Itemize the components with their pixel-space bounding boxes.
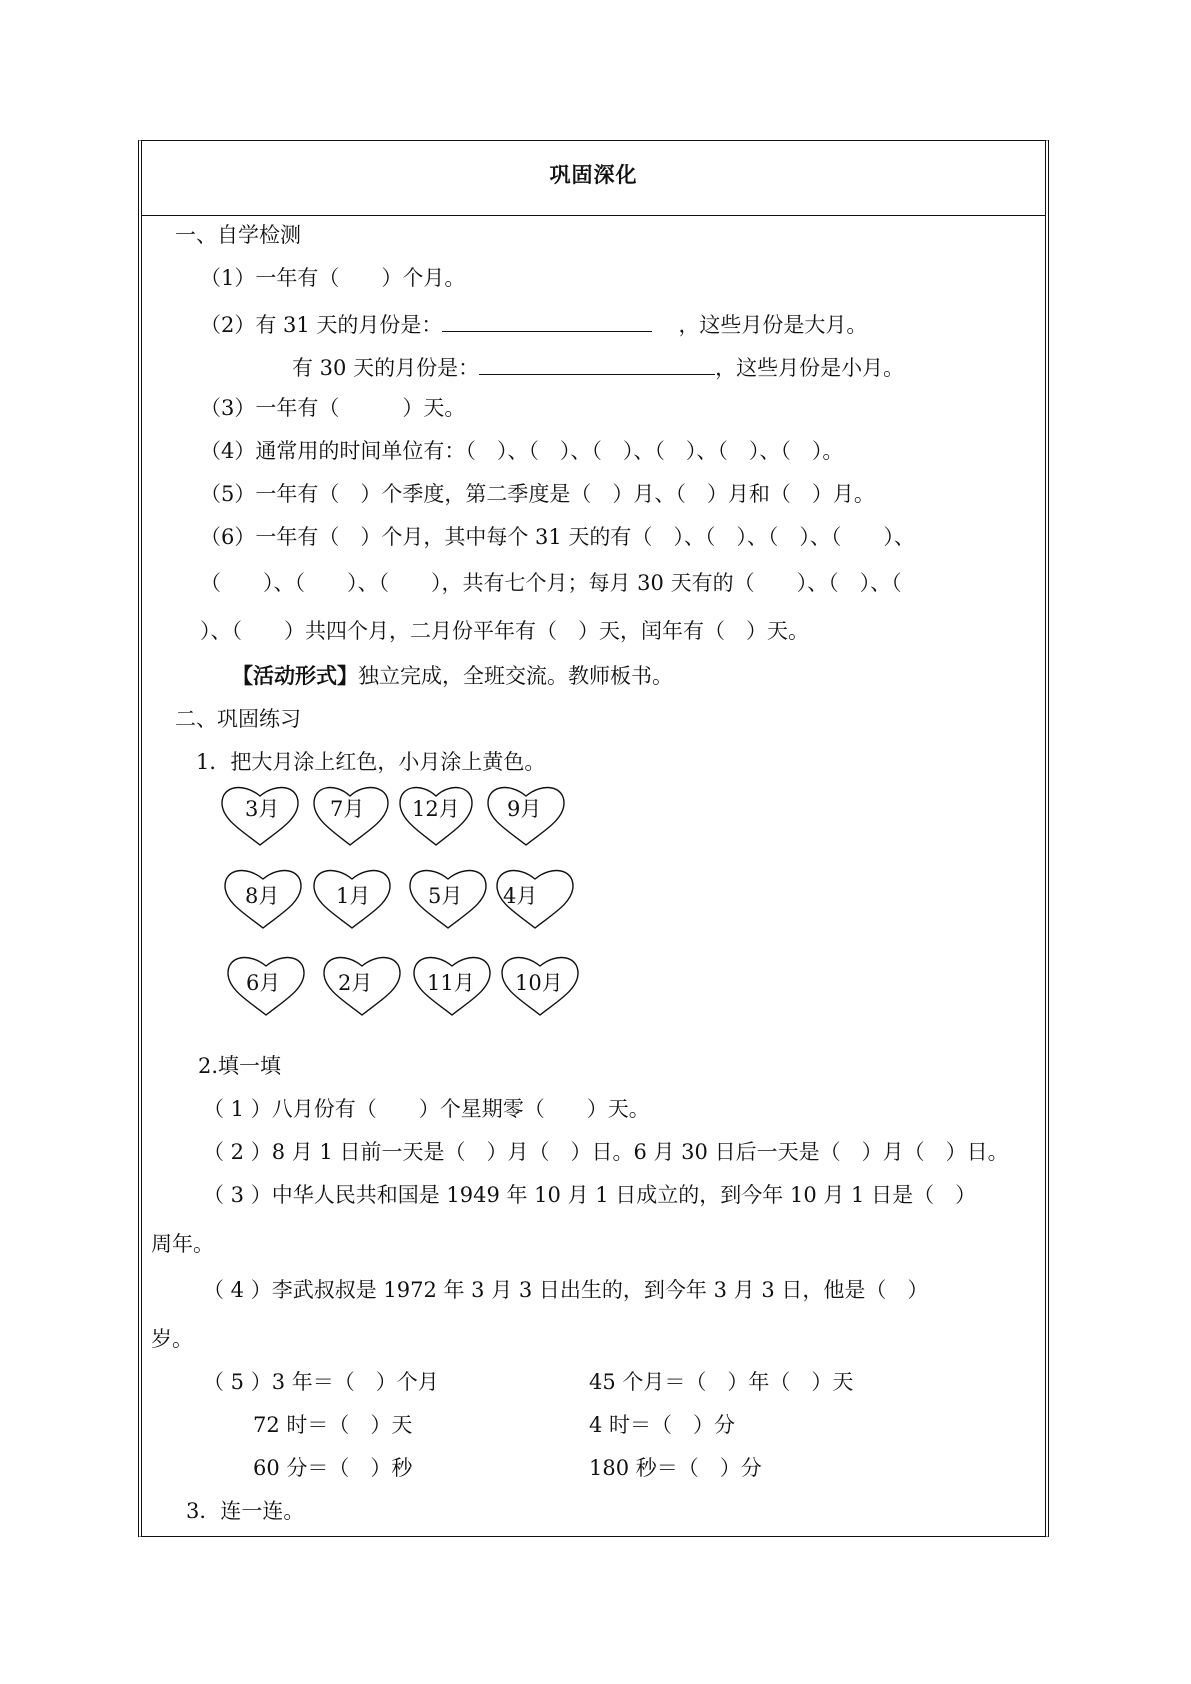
question-4: （4）通常用的时间单位有：（ ）、（ ）、（ ）、（ ）、（ ）、（ ）。	[200, 439, 844, 463]
heart-label-12: 12月	[412, 797, 460, 821]
fill-5-right-1: 45 个月＝（ ）年（ ）天	[589, 1370, 854, 1394]
fill-3-line-2: 周年。	[151, 1232, 214, 1256]
fill-1: （ 1 ）八月份有（ ）个星期零（ ）天。	[203, 1097, 650, 1121]
question-6-line-3: ）、（ ）共四个月，二月份平年有（ ）天，闰年有（ ）天。	[200, 619, 809, 643]
heart-label-11: 11月	[427, 971, 475, 995]
heart-label-3: 3月	[245, 797, 280, 821]
fill-5-right-2: 4 时＝（ ）分	[589, 1413, 736, 1437]
heart-label-9: 9月	[507, 797, 542, 821]
heart-label-8: 8月	[245, 884, 280, 908]
task-1: 1．把大月涂上红色，小月涂上黄色。	[196, 750, 546, 774]
fill-4-line-1: （ 4 ）李武叔叔是 1972 年 3 月 3 日出生的，到今年 3 月 3 日，他是（ ）	[203, 1278, 929, 1302]
fill-5-left-2: 72 时＝（ ）天	[253, 1413, 413, 1437]
fill-4-line-2: 岁。	[151, 1327, 193, 1351]
question-2a-suffix: ，这些月份是大月。	[678, 313, 868, 337]
heart-label-4: 4月	[503, 884, 538, 908]
activity-label: 【活动形式】	[232, 663, 358, 688]
heart-label-6: 6月	[246, 971, 281, 995]
fill-3-line-1: （ 3 ）中华人民共和国是 1949 年 10 月 1 日成立的，到今年 10 月 1 日是（ ）	[203, 1183, 977, 1207]
fill-5-right-3: 180 秒＝（ ）分	[589, 1456, 762, 1480]
fill-2: （ 2 ）8 月 1 日前一天是（ ）月（ ）日。6 月 30 日后一天是（ ）月（ ）日。	[203, 1140, 1009, 1164]
heart-label-1: 1月	[336, 884, 371, 908]
task-3: 3．连一连。	[186, 1499, 305, 1523]
heart-label-2: 2月	[338, 971, 373, 995]
question-2b-suffix: ，这些月份是小月。	[715, 356, 905, 380]
fill-5-left-1: （ 5 ）3 年＝（ ）个月	[203, 1370, 439, 1394]
question-2b-prefix: 有 30 天的月份是：	[292, 356, 480, 380]
activity-text: 独立完成，全班交流。教师板书。	[358, 664, 673, 688]
heart-label-7: 7月	[330, 797, 365, 821]
heart-label-5: 5月	[428, 884, 463, 908]
heart-label-10: 10月	[515, 971, 563, 995]
question-3: （3）一年有（ ）天。	[200, 396, 466, 420]
question-6-line-2: （ ）、（ ）、（ ），共有七个月；每月 30 天有的（ ）、（ ）、（	[200, 571, 902, 595]
fill-5-left-3: 60 分＝（ ）秒	[253, 1456, 413, 1480]
question-1: （1）一年有（ ）个月。	[200, 266, 466, 290]
part2-heading: 二、巩固练习	[175, 707, 301, 731]
question-6-line-1: （6）一年有（ ）个月，其中每个 31 天的有（ ）、（ ）、（ ）、（ ）、	[200, 525, 915, 549]
part1-heading: 一、自学检测	[175, 223, 301, 247]
question-5: （5）一年有（ ）个季度，第二季度是（ ）月、（ ）月和（ ）月。	[200, 482, 875, 506]
question-2a-prefix: （2）有 31 天的月份是：	[200, 313, 443, 337]
task-2: 2.填一填	[198, 1054, 282, 1078]
section-title: 巩固深化	[549, 162, 638, 187]
